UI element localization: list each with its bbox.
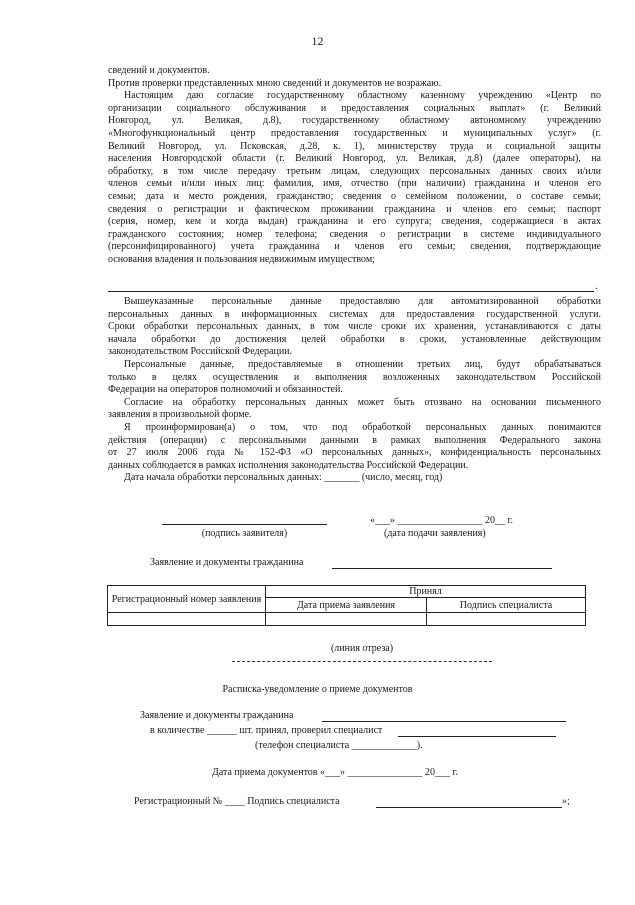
text-line: Согласие на обработку персональных данных может быть отозвано на основании письменного: [124, 396, 601, 408]
text-line: Дата начала обработки персональных данных: _______ (число, месяц, год): [124, 472, 443, 484]
signature-header: Подпись специалиста: [427, 598, 586, 613]
text-line: Сроки обработки персональных данных, в том числе сроки их хранения, устанавливаются с даты: [108, 321, 601, 333]
applicant-signature-line: [162, 524, 327, 525]
receipt-documents-label: Заявление и документы гражданина: [140, 710, 294, 721]
documents-fill-line: [332, 568, 552, 569]
receipt-quantity-line: в количестве ______ шт. принял, проверил специалист: [150, 725, 383, 736]
text-line: Я проинформирован(а) о том, что под обработкой персональных данных понимаются: [124, 421, 601, 433]
applicant-signature-label: (подпись заявителя): [201, 528, 288, 539]
signature-cell: [427, 613, 586, 626]
text-line: законодательством Российской Федерации.: [108, 346, 293, 358]
text-line: «Многофункциональный центр предоставления государственных и муниципальных услуг» (г.: [108, 127, 601, 139]
submission-date-label: (дата подачи заявления): [384, 528, 486, 539]
text-line: начала обработки до достижения целей обработки в сроки, установленные действующим: [108, 333, 601, 345]
date-cell: [266, 613, 427, 626]
page-number: 12: [311, 34, 324, 48]
documents-line-label: Заявление и документы гражданина: [150, 557, 304, 568]
text-line: Вышеуказанные персональные данные предоставляю для автоматизированной обработки: [124, 296, 601, 307]
text-line: семьи; дата и место рождения, гражданство; сведения о семейном положении, о составе семьи;: [108, 190, 601, 202]
consent-paragraph-1: [108, 65, 601, 267]
text-line: населения Новгородской области (г. Великий Новгород, ул. Великая, д.8) (далее операторы), на: [108, 153, 601, 165]
text-line: действия (операции) с персональными данными в рамках выполнения Федерального закона: [108, 434, 601, 446]
receipt-specialist-fill-line: [398, 736, 556, 737]
receipt-title: Расписка-уведомление о приеме документов: [222, 684, 413, 695]
receipt-signature-end: »;: [562, 796, 570, 807]
text-line: Великий Новгород, ул. Псковская, д.28, к. 1), министерству труда и социальной защиты: [108, 140, 601, 152]
receipt-reg-signature-label: Регистрационный № ____ Подпись специалиста: [134, 796, 340, 807]
text-line: сведений и документов.: [108, 65, 210, 76]
text-line: (серия, номер, кем и когда выдан) гражданина и его супруга; сведения, содержащиеся в актах: [108, 216, 601, 228]
receipt-phone-line: (телефон специалиста _____________).: [255, 740, 423, 751]
reg-number-header: Регистрационный номер заявления: [108, 586, 266, 613]
text-line: персональных данных в информационных системах для предоставления государственной услуги.: [108, 308, 601, 320]
text-line: членов семьи и/или иных лиц: фамилия, имя, отчество (при наличии) гражданина и членов его: [108, 178, 601, 190]
date-header: Дата приема заявления: [266, 598, 427, 613]
blank-line-end: .: [595, 281, 598, 292]
text-line: обработку, в том числе передачу третьим лицам, следующих персональных данных своих и/или: [108, 165, 601, 177]
text-line: Персональные данные, предоставляемые в отношении третьих лиц, будут обрабатываться: [124, 358, 601, 370]
receipt-documents-fill-line: [322, 721, 566, 722]
text-line: Новгород, ул. Великая, д.8), государственному областному автономному учреждению: [108, 115, 601, 127]
text-line: заявления в произвольной форме.: [108, 409, 252, 421]
text-line: от 27 июля 2006 года № 152-ФЗ «О персональных данных», конфиденциальность персональных: [108, 447, 601, 459]
text-line: основания владения и пользования недвижимым имуществом;: [108, 253, 375, 265]
text-line: Настоящим даю согласие государственному областному казенному учреждению «Центр по: [124, 90, 601, 102]
text-line: данных соблюдается в рамках исполнения законодательства Российской Федерации.: [108, 459, 469, 471]
accepted-header: Принял: [266, 586, 586, 598]
consent-paragraph-2: [108, 296, 601, 485]
text-line: только в целях осуществления и выполнения возложенных законодательством Российской: [108, 371, 601, 383]
text-line: Против проверки представленных мною сведений и документов не возражаю.: [108, 77, 442, 89]
text-line: гражданского состояния; номер телефона; сведения о регистрации в системе индивидуального: [108, 228, 601, 240]
reg-number-cell: [108, 613, 266, 626]
registration-table: [107, 585, 586, 626]
text-line: (персонифицированного) учета гражданина и членов его семьи; сведения, подтверждающие: [108, 241, 601, 253]
receipt-date-line: Дата приема документов «___» _______________ 20___ г.: [212, 767, 458, 778]
text-line: сведения о регистрации и фактическом проживании гражданина и членов его семьи; паспорт: [108, 203, 601, 215]
blank-fill-line: [108, 291, 594, 292]
text-line: организации социального обслуживания и предоставления социальных выплат» (г. Великий: [108, 102, 601, 114]
text-line: Федерации на операторов полномочий и обязанностей.: [108, 384, 343, 396]
cut-line-label: (линия отреза): [330, 643, 394, 654]
receipt-signature-fill-line: [376, 807, 562, 808]
cut-line: [232, 661, 492, 662]
submission-date-field: «___» _________________ 20__ г.: [370, 515, 513, 526]
